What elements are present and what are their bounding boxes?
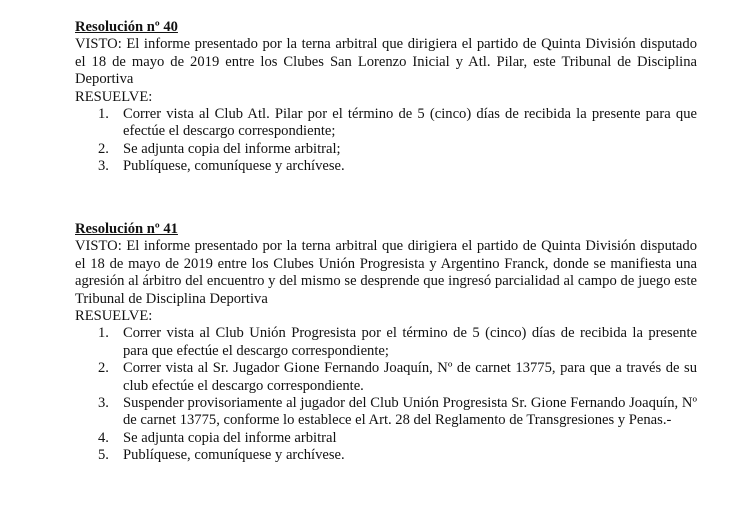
list-item-number: 3. [98, 395, 109, 412]
list-item [75, 447, 697, 464]
resolucion-41-block [75, 221, 697, 465]
list-item-text: Se adjunta copia del informe arbitral; [123, 140, 341, 157]
list-item-text: Correr vista al Club Unión Progresista por el término de 5 (cinco) días de recibida la presente para que efectúe el descargo correspondiente; [123, 325, 697, 359]
list-item [75, 430, 697, 447]
resuelve-list [75, 325, 697, 464]
list-item [75, 158, 697, 175]
resolucion-title: Resolución nº 40 [75, 19, 178, 35]
resolucion-40-block [75, 19, 697, 176]
list-item-text: Suspender provisoriamente al jugador del Club Unión Progresista Sr. Gione Fernando Joaquín, Nº de carnet 13775, conforme lo establece el Art. 28 del Reglamento de Transgresiones y Penas.- [123, 395, 697, 429]
resolucion-title: Resolución nº 41 [75, 221, 178, 237]
visto-paragraph: VISTO: El informe presentado por la terna arbitral que dirigiera el partido de Quinta División disputado el 18 de mayo de 2019 entre los Clubes San Lorenzo Inicial y Atl. Pilar, este Tribunal de Disciplina Deportiva [75, 36, 697, 88]
list-item [75, 141, 697, 158]
list-item-number: 2. [98, 360, 109, 377]
list-item-number: 5. [98, 447, 109, 464]
list-item-number: 1. [98, 325, 109, 342]
visto-paragraph: VISTO: El informe presentado por la terna arbitral que dirigiera el partido de Quinta División disputado el 18 de mayo de 2019 entre los Clubes Unión Progresista y Argentino Franck, donde se manifiesta una agresión al árbitro del encuentro y del mismo se desprende que ingresó parcialidad al campo de juego este Tribunal de Disciplina Deportiva [75, 238, 697, 307]
list-item-text: Correr vista al Sr. Jugador Gione Fernando Joaquín, Nº de carnet 13775, para que a través de su club efectúe el descargo correspondiente. [123, 360, 697, 394]
resuelve-label: RESUELVE: [75, 308, 153, 325]
list-item-number: 2. [98, 140, 109, 157]
list-item [75, 360, 697, 395]
list-item-number: 3. [98, 158, 109, 175]
list-item-text: Publíquese, comuníquese y archívese. [123, 447, 345, 464]
list-item-number: 1. [98, 106, 109, 123]
list-item [75, 106, 697, 141]
list-item-number: 4. [98, 429, 109, 446]
resuelve-label: RESUELVE: [75, 88, 153, 105]
resuelve-list [75, 106, 697, 176]
list-item-text: Se adjunta copia del informe arbitral [123, 429, 337, 446]
list-item-text: Publíquese, comuníquese y archívese. [123, 158, 345, 175]
list-item-text: Correr vista al Club Atl. Pilar por el término de 5 (cinco) días de recibida la presente para que efectúe el descargo correspondiente; [123, 106, 697, 140]
list-item [75, 395, 697, 430]
list-item [75, 325, 697, 360]
